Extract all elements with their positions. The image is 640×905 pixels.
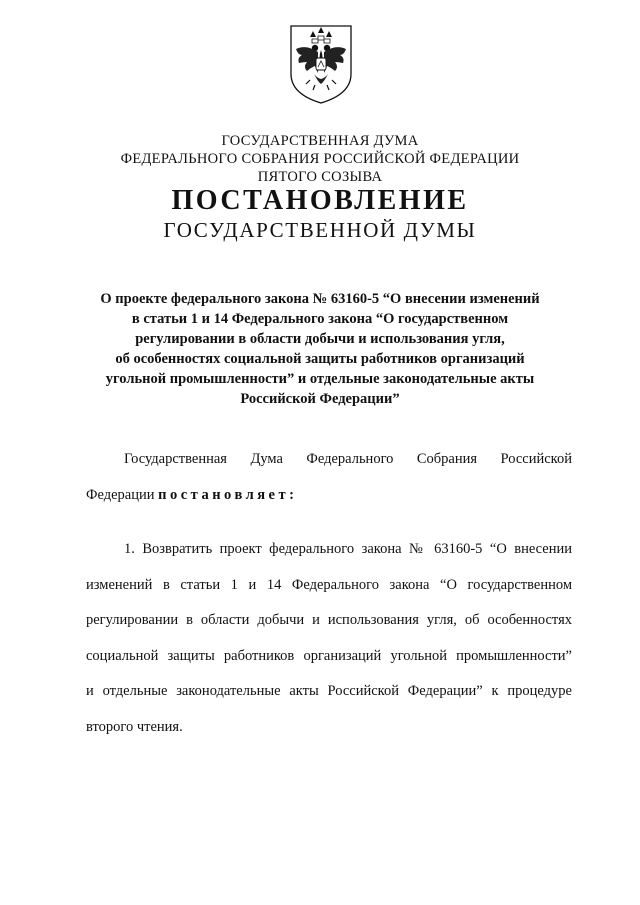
decree-word: постановляет: [158, 487, 298, 503]
document-subtitle: ГОСУДАРСТВЕННОЙ ДУМЫ [163, 218, 477, 242]
subject-line: угольной промышленности” и отдельные законодательные акты [105, 371, 535, 387]
subject-line: Российской Федерации” [240, 391, 400, 407]
item-line: и отдельные законодательные акты Российской Федерации” к процедуре [86, 683, 572, 699]
header-line-federal-assembly: ФЕДЕРАЛЬНОГО СОБРАНИЯ РОССИЙСКОЙ ФЕДЕРАЦИИ [120, 151, 520, 167]
item-line: второго чтения. [86, 719, 183, 735]
subject-line: в статьи 1 и 14 Федерального закона “О государственном [131, 311, 509, 327]
item-line: 1. Возвратить проект федерального закона № 63160-5 “О внесении [124, 541, 572, 557]
subject-line: об особенностях социальной защиты работников организаций [115, 351, 525, 367]
document-title: ПОСТАНОВЛЕНИЕ [171, 185, 469, 216]
subject-line: О проекте федерального закона № 63160-5 “О внесении изменений [100, 291, 540, 307]
item-line: изменений в статьи 1 и 14 Федерального закона “О государственном [86, 577, 572, 593]
item-line: социальной защиты работников организаций угольной промышленности” [86, 648, 572, 664]
coat-of-arms-emblem [288, 22, 354, 106]
preamble-prefix: Федерации [86, 487, 159, 503]
subject-line: регулировании в области добычи и использования угля, [135, 331, 505, 347]
header-line-convocation: ПЯТОГО СОЗЫВА [257, 169, 383, 185]
preamble-line: Государственная Дума Федерального Собрания Российской [124, 451, 572, 467]
item-line: регулировании в области добычи и использования угля, об особенностях [86, 612, 572, 628]
header-line-duma: ГОСУДАРСТВЕННАЯ ДУМА [221, 133, 419, 149]
issuing-body-header [0, 132, 640, 186]
preamble-line [86, 487, 572, 504]
resolution-subject [80, 289, 560, 409]
